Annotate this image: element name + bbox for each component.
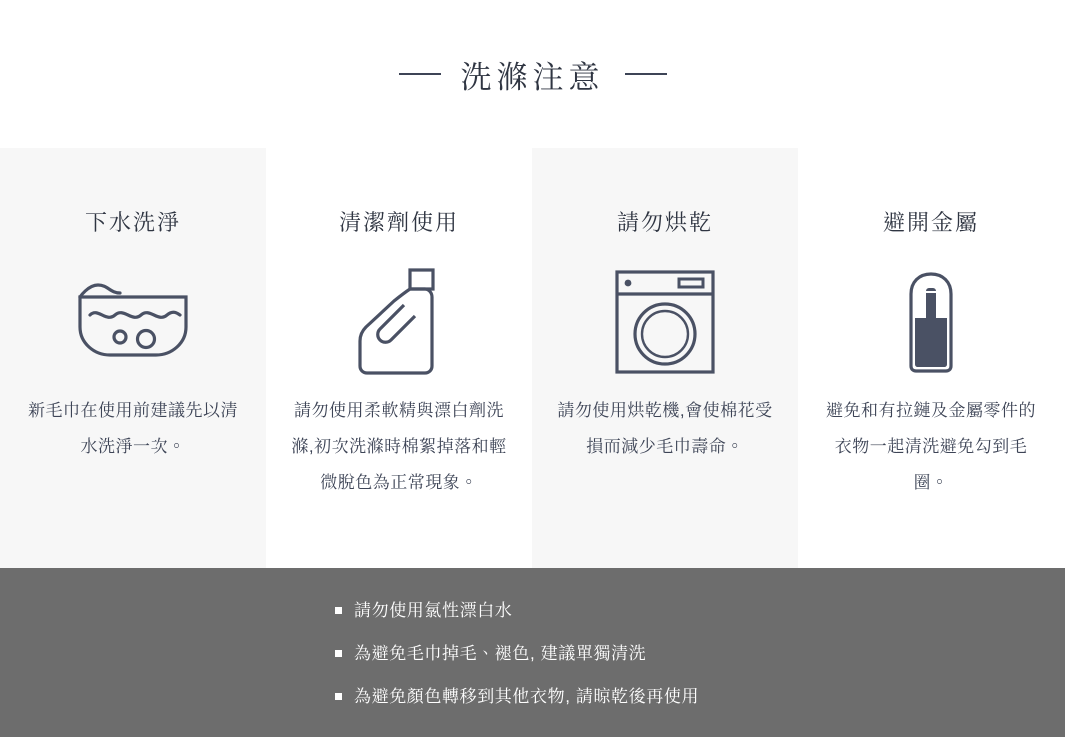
care-card-list xyxy=(0,148,1065,568)
list-item xyxy=(335,686,805,708)
card-description: 請勿使用烘乾機,會使棉花受損而減少毛巾壽命。 xyxy=(557,401,773,456)
detergent-bottle-icon xyxy=(356,267,442,377)
note-list xyxy=(335,600,805,708)
card-title: 清潔劑使用 xyxy=(338,210,459,235)
title-inner xyxy=(399,52,667,97)
page-title: 洗滌注意 xyxy=(460,59,605,96)
card-description: 新毛巾在使用前建議先以清水洗淨一次。 xyxy=(28,401,238,456)
note-text: 為避免毛巾掉毛、褪色, 建議單獨清洗 xyxy=(354,644,647,663)
note-text: 請勿使用氯性漂白水 xyxy=(354,601,513,620)
care-card-wash xyxy=(0,148,266,568)
card-description: 請勿使用柔軟精與漂白劑洗滌,初次洗滌時棉絮掉落和輕微脫色為正常現象。 xyxy=(291,401,507,492)
page-title-block xyxy=(0,0,1065,148)
avoid-metal-zipper-icon xyxy=(899,267,963,377)
square-bullet-icon xyxy=(335,650,342,657)
care-card-no-dry xyxy=(532,148,798,568)
wash-basin-icon xyxy=(74,267,192,377)
square-bullet-icon xyxy=(335,607,342,614)
care-card-detergent xyxy=(266,148,532,568)
card-title: 請勿烘乾 xyxy=(616,210,713,235)
footer-notes xyxy=(0,568,1065,737)
card-title: 下水洗淨 xyxy=(84,210,181,235)
note-text: 為避免顏色轉移到其他衣物, 請晾乾後再使用 xyxy=(354,687,700,706)
horizontal-rule-icon xyxy=(625,73,667,75)
list-item xyxy=(335,643,805,665)
no-tumble-dry-icon xyxy=(613,267,717,377)
card-title: 避開金屬 xyxy=(882,210,979,235)
list-item xyxy=(335,600,805,622)
care-card-avoid-metal xyxy=(798,148,1064,568)
square-bullet-icon xyxy=(335,693,342,700)
horizontal-rule-icon xyxy=(399,73,441,75)
card-description: 避免和有拉鏈及金屬零件的衣物一起清洗避免勾到毛圈。 xyxy=(826,401,1036,492)
